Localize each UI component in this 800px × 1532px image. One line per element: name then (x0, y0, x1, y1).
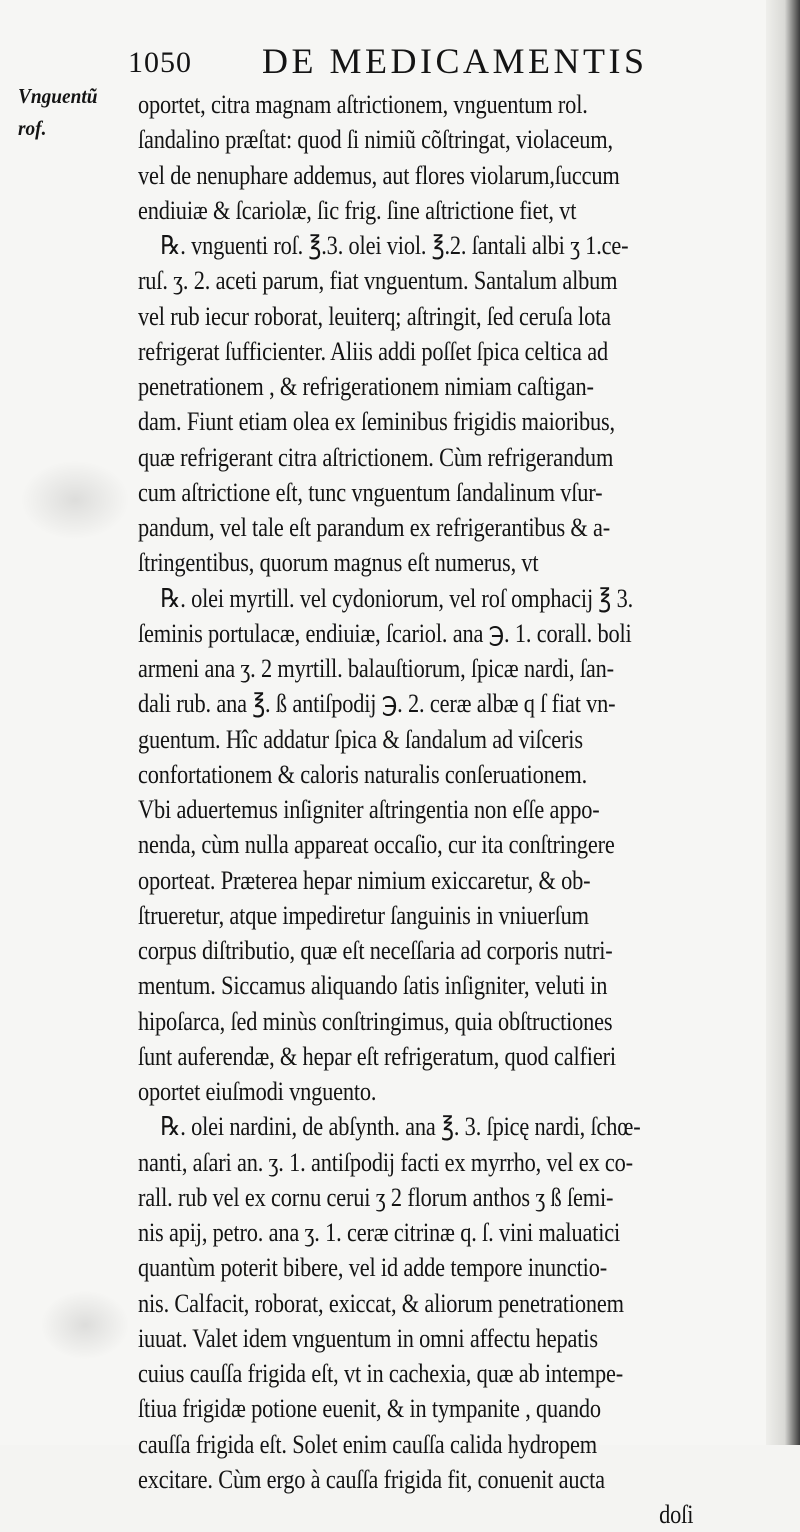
page-header (128, 40, 768, 80)
recipe-line: ℞. olei myrtill. vel cydoniorum, vel roſ omphacij ℥ 3. (160, 583, 634, 613)
recipe-line: ℞. olei nardini, de abſynth. ana ℥. 3. ſpicę nardi, ſchœ- (160, 1112, 641, 1142)
text-line: refrigerat ſufficienter. Aliis addi poſſet ſpica celtica ad (138, 336, 608, 366)
bleed-through-smudge (40, 1290, 130, 1360)
text-line: oportet, citra magnam aſtrictionem, vnguentum rol. (138, 90, 588, 119)
margin-note (18, 80, 119, 144)
text-line: Vbi aduertemus inſigniter aſtringentia non eſſe appo- (138, 795, 600, 824)
text-line: quantùm poterit bibere, vel id adde tempore inunctio- (138, 1253, 607, 1283)
text-line: ſtrueretur, atque impediretur ſanguinis in vniuerſum (138, 900, 589, 930)
text-line: ruſ. ʒ. 2. aceti parum, fiat vnguentum. Santalum album (138, 266, 618, 296)
text-line: hipoſarca, ſed minùs conſtringimus, quia obſtructiones (138, 1006, 613, 1036)
body-text (138, 87, 778, 1532)
catchword: doſi (659, 1500, 694, 1529)
page-number: 1050 (128, 46, 192, 79)
text-line: pandum, vel tale eſt parandum ex refrigerantibus & a- (138, 513, 611, 542)
text-line: cauſſa frigida eſt. Solet enim cauſſa calida hydropem (138, 1429, 598, 1459)
text-line: vel de nenuphare addemus, aut flores violarum,ſuccum (138, 160, 620, 190)
text-line: cuius cauſſa frigida eſt, vt in cachexia, quæ ab intempe- (138, 1359, 624, 1388)
text-line: endiuiæ & ſcariolæ, ſic frig. ſine aſtrictione fiet, vt (138, 195, 577, 225)
text-line: excitare. Cùm ergo à cauſſa frigida fit, conuenit aucta (138, 1464, 605, 1494)
text-line: ſandalino præſtat: quod ſi nimiũ cõſtringat, violaceum, (138, 125, 613, 155)
text-line: oportet eiuſmodi vnguento. (138, 1077, 377, 1106)
text-line: nis apij, petro. ana ʒ. 1. ceræ citrinæ q. ſ. vini maluatici (138, 1218, 621, 1247)
text-line: corpus diſtributio, quæ eſt neceſſaria ad corporis nutri- (138, 936, 613, 965)
text-line: cum aſtrictione eſt, tunc vnguentum ſandalinum vſur- (138, 477, 603, 507)
text-line: ſunt auferendæ, & hepar eſt refrigeratum, quod calfieri (138, 1041, 616, 1071)
text-line: guentum. Hîc addatur ſpica & ſandalum ad viſceris (138, 724, 583, 754)
recipe-line: ℞. vnguenti roſ. ℥.3. olei viol. ℥.2. ſantali albi ʒ 1.ce- (160, 231, 629, 260)
text-line: oporteat. Præterea hepar nimium exiccaretur, & ob- (138, 865, 591, 895)
text-line: nenda, cùm nulla appareat occaſio, cur ita conſtringere (138, 830, 615, 860)
bleed-through-smudge (20, 460, 130, 540)
text-line: iuuat. Valet idem vnguentum in omni affectu hepatis (138, 1323, 598, 1353)
text-line: quæ refrigerant citra aſtrictionem. Cùm refrigerandum (138, 442, 614, 472)
text-line: penetrationem , & refrigerationem nimiam caſtigan- (138, 372, 594, 401)
text-line: mentum. Siccamus aliquando ſatis inſigniter, veluti in (138, 971, 608, 1001)
margin-note-line: rof. (18, 116, 47, 140)
text-line: ſtiua frigidæ potione euenit, & in tympanite , quando (138, 1394, 601, 1424)
text-line: nanti, aſari an. ʒ. 1. antiſpodij facti ex myrrho, vel ex co- (138, 1147, 633, 1177)
text-line: dam. Fiunt etiam olea ex ſeminibus frigidis maioribus, (138, 407, 615, 437)
text-line: ſtringentibus, quorum magnus eſt numerus, vt (138, 548, 539, 578)
text-line: dali rub. ana ℥. ß antiſpodij ℈. 2. ceræ albæ q ſ fiat vn- (138, 689, 616, 719)
margin-note-line: Vnguentũ (18, 84, 98, 108)
text-line: vel rub iecur roborat, leuiterq; aſtringit, ſed ceruſa lota (138, 301, 611, 331)
text-line: nis. Calfacit, roborat, exiccat, & aliorum penetrationem (138, 1288, 624, 1318)
text-line: ſeminis portulacæ, endiuiæ, ſcariol. ana ℈. 1. corall. boli (138, 618, 632, 648)
text-line: rall. rub vel ex cornu cerui ʒ 2 florum anthos ʒ ß ſemi- (138, 1182, 614, 1212)
running-head: DE MEDICAMENTIS (262, 41, 648, 81)
text-line: confortationem & caloris naturalis conſeruationem. (138, 759, 588, 789)
text-line: armeni ana ʒ. 2 myrtill. balauſtiorum, ſpicæ nardi, ſan- (138, 654, 614, 683)
